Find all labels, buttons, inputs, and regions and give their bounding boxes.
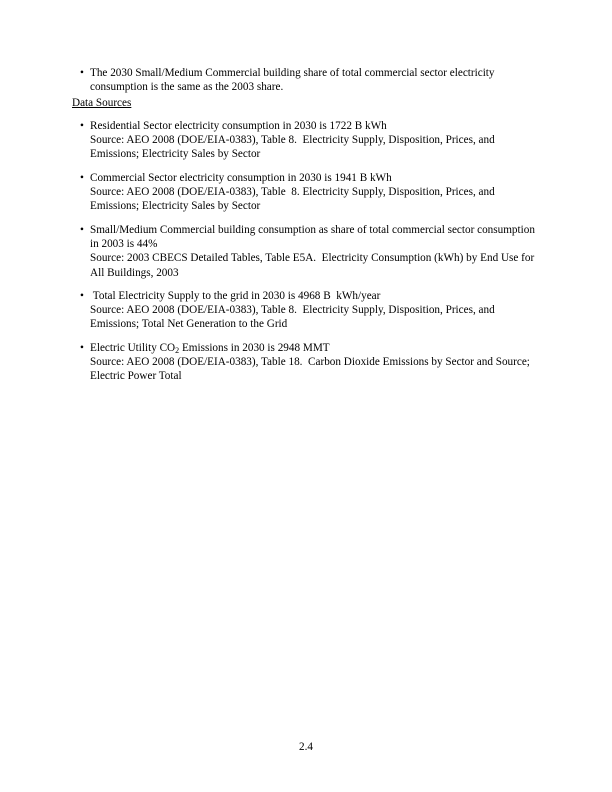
bullet-source: Source: AEO 2008 (DOE/EIA-0383), Table 8. Electricity Supply, Disposition, Prices, and Emissions; Total Net Generation to the Grid bbox=[90, 304, 498, 331]
bullet-source: Source: AEO 2008 (DOE/EIA-0383), Table 8. Electricity Supply, Disposition, Prices, and Emissions; Electricity Sales by Sector bbox=[90, 134, 498, 161]
list-item bbox=[72, 341, 546, 384]
intro-bullet-list bbox=[72, 66, 546, 95]
bullet-statement bbox=[90, 341, 546, 355]
page-content bbox=[72, 66, 546, 384]
list-item bbox=[72, 66, 546, 95]
bullet-statement: The 2030 Small/Medium Commercial building share of total commercial sector electricity consumption is the same as the 2003 share. bbox=[90, 67, 498, 94]
list-item bbox=[72, 171, 546, 214]
statement-suffix: Emissions in 2030 is 2948 MMT bbox=[179, 341, 330, 354]
bullet-statement: Residential Sector electricity consumption in 2030 is 1722 B kWh bbox=[90, 119, 387, 132]
list-item bbox=[72, 119, 546, 162]
bullet-icon: • bbox=[80, 341, 84, 354]
bullet-icon: • bbox=[80, 289, 84, 302]
bullet-statement: Commercial Sector electricity consumption in 2030 is 1941 B kWh bbox=[90, 171, 392, 184]
list-item bbox=[72, 223, 546, 280]
section-heading-data-sources bbox=[72, 96, 546, 110]
bullet-icon: • bbox=[80, 223, 84, 236]
bullet-statement: Small/Medium Commercial building consumption as share of total commercial sector consumption in 2003 is 44% bbox=[90, 223, 538, 250]
data-sources-bullet-list bbox=[72, 119, 546, 384]
section-heading-label: Data Sources bbox=[72, 96, 132, 109]
bullet-statement: Total Electricity Supply to the grid in 2030 is 4968 B kWh/year bbox=[90, 289, 381, 302]
bullet-icon: • bbox=[80, 67, 84, 79]
bullet-icon: • bbox=[80, 171, 84, 184]
bullet-icon: • bbox=[80, 119, 84, 132]
statement-prefix: Electric Utility CO bbox=[90, 341, 176, 354]
page-number: 2.4 bbox=[299, 741, 313, 753]
bullet-source: Source: AEO 2008 (DOE/EIA-0383), Table 18. Carbon Dioxide Emissions by Sector and Source; Electric Power Total bbox=[90, 356, 533, 383]
list-item bbox=[72, 289, 546, 332]
bullet-source: Source: 2003 CBECS Detailed Tables, Table E5A. Electricity Consumption (kWh) by End Use for All Buildings, 2003 bbox=[90, 252, 537, 279]
subscript-two: 2 bbox=[175, 345, 180, 355]
bullet-source: Source: AEO 2008 (DOE/EIA-0383), Table 8. Electricity Supply, Disposition, Prices, and Emissions; Electricity Sales by Sector bbox=[90, 186, 498, 213]
